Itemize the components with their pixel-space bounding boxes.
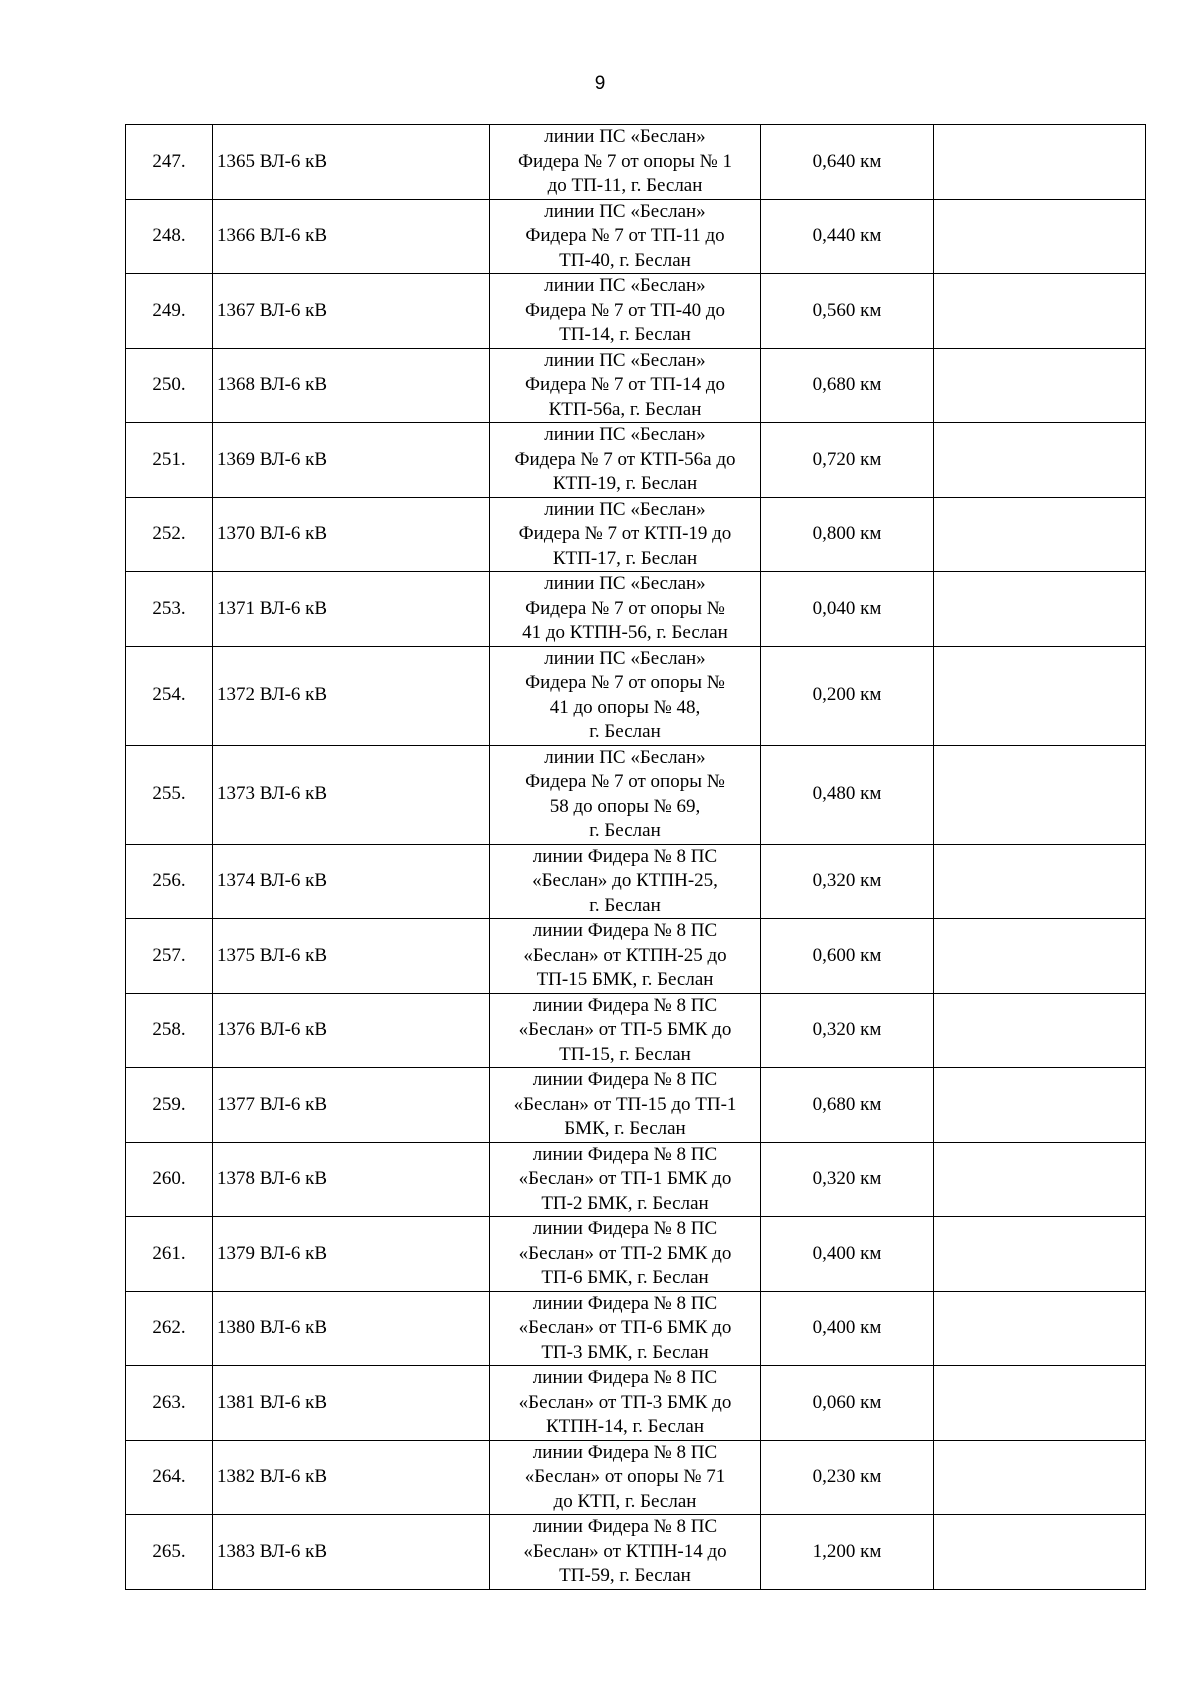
row-number-cell: 249. (126, 274, 213, 349)
description-line: «Беслан» от КТПН-25 до (523, 944, 727, 966)
description-line: до ТП-11, г. Беслан (547, 175, 703, 196)
note-cell (934, 844, 1146, 919)
object-code-cell: 1367 ВЛ-6 кВ (213, 274, 490, 349)
description-cell (490, 1515, 761, 1590)
description-line: «Беслан» от ТП-6 БМК до (518, 1317, 732, 1338)
row-number-cell: 250. (126, 348, 213, 423)
description-line: г. Беслан (589, 894, 661, 916)
length-cell: 0,480 км (761, 745, 934, 844)
length-cell: 0,400 км (761, 1291, 934, 1366)
description-cell (490, 274, 761, 349)
note-cell (934, 993, 1146, 1068)
note-cell (934, 497, 1146, 572)
table-row (126, 919, 1146, 994)
note-cell (934, 1291, 1146, 1366)
row-number-cell: 255. (126, 745, 213, 844)
object-code-cell: 1378 ВЛ-6 кВ (213, 1142, 490, 1217)
row-number-cell: 258. (126, 993, 213, 1068)
description-line: «Беслан» до КТПН-25, (532, 870, 718, 891)
description-line: г. Беслан (589, 721, 661, 742)
description-cell (490, 1440, 761, 1515)
description-line: КТП-19, г. Беслан (552, 473, 698, 494)
description-cell (490, 1217, 761, 1292)
object-code-cell: 1377 ВЛ-6 кВ (213, 1068, 490, 1143)
row-number-cell: 265. (126, 1515, 213, 1590)
row-number-cell: 256. (126, 844, 213, 919)
description-line: линии ПС «Беслан» (544, 746, 706, 768)
description-cell (490, 844, 761, 919)
table-row (126, 572, 1146, 647)
length-cell: 0,200 км (761, 646, 934, 745)
description-line: линии ПС «Беслан» (544, 275, 706, 296)
note-cell (934, 125, 1146, 200)
description-line: Фидера № 7 от КТП-56а до (514, 448, 736, 470)
description-cell (490, 993, 761, 1068)
note-cell (934, 423, 1146, 498)
object-code-cell: 1374 ВЛ-6 кВ (213, 844, 490, 919)
description-line: до КТП, г. Беслан (553, 1490, 697, 1512)
description-line: Фидера № 7 от опоры № (525, 771, 725, 792)
description-line: линии Фидера № 8 ПС (532, 920, 718, 941)
description-cell (490, 348, 761, 423)
note-cell (934, 274, 1146, 349)
description-line: Фидера № 7 от ТП-11 до (525, 225, 725, 246)
length-cell: 0,720 км (761, 423, 934, 498)
description-line: «Беслан» от ТП-5 БМК до (518, 1019, 732, 1040)
note-cell (934, 1515, 1146, 1590)
description-line: 41 до КТПН-56, г. Беслан (522, 622, 728, 643)
note-cell (934, 348, 1146, 423)
note-cell (934, 1440, 1146, 1515)
description-line: ТП-14, г. Беслан (559, 324, 691, 345)
object-code-cell: 1365 ВЛ-6 кВ (213, 125, 490, 200)
description-cell (490, 125, 761, 200)
registry-table-body (126, 125, 1146, 1590)
description-line: Фидера № 7 от ТП-40 до (525, 299, 725, 321)
description-cell (490, 572, 761, 647)
description-cell (490, 919, 761, 994)
row-number-cell: 264. (126, 1440, 213, 1515)
page-number: 9 (594, 73, 606, 94)
object-code-cell: 1375 ВЛ-6 кВ (213, 919, 490, 994)
object-code-cell: 1383 ВЛ-6 кВ (213, 1515, 490, 1590)
object-code-cell: 1382 ВЛ-6 кВ (213, 1440, 490, 1515)
description-line: Фидера № 7 от ТП-14 до (525, 374, 725, 395)
note-cell (934, 745, 1146, 844)
table-row (126, 125, 1146, 200)
table-row (126, 423, 1146, 498)
table-row (126, 646, 1146, 745)
length-cell: 0,040 км (761, 572, 934, 647)
description-line: «Беслан» от ТП-3 БМК до (518, 1391, 732, 1413)
row-number-cell: 260. (126, 1142, 213, 1217)
description-cell (490, 1068, 761, 1143)
row-number-cell: 262. (126, 1291, 213, 1366)
table-row (126, 1440, 1146, 1515)
description-line: Фидера № 7 от опоры № 1 (518, 150, 732, 172)
description-line: «Беслан» от ТП-15 до ТП-1 (513, 1093, 737, 1115)
description-line: линии ПС «Беслан» (544, 200, 706, 222)
description-line: Фидера № 7 от КТП-19 до (518, 523, 732, 544)
description-line: линии ПС «Беслан» (544, 424, 706, 445)
description-line: ТП-59, г. Беслан (559, 1565, 691, 1586)
row-number-cell: 251. (126, 423, 213, 498)
length-cell: 0,680 км (761, 1068, 934, 1143)
length-cell: 0,060 км (761, 1366, 934, 1441)
description-line: 58 до опоры № 69, (549, 795, 701, 817)
length-cell: 0,600 км (761, 919, 934, 994)
note-cell (934, 646, 1146, 745)
description-line: линии ПС «Беслан» (544, 126, 706, 147)
object-code-cell: 1376 ВЛ-6 кВ (213, 993, 490, 1068)
row-number-cell: 248. (126, 199, 213, 274)
length-cell: 0,440 км (761, 199, 934, 274)
object-code-cell: 1369 ВЛ-6 кВ (213, 423, 490, 498)
length-cell: 0,640 км (761, 125, 934, 200)
description-line: «Беслан» от ТП-2 БМК до (518, 1242, 732, 1264)
row-number-cell: 254. (126, 646, 213, 745)
description-line: ТП-2 БМК, г. Беслан (541, 1192, 709, 1214)
object-code-cell: 1379 ВЛ-6 кВ (213, 1217, 490, 1292)
object-code-cell: 1370 ВЛ-6 кВ (213, 497, 490, 572)
description-line: ТП-3 БМК, г. Беслан (541, 1341, 709, 1363)
length-cell: 0,560 км (761, 274, 934, 349)
description-line: КТПН-14, г. Беслан (545, 1416, 705, 1437)
description-cell (490, 1142, 761, 1217)
description-cell (490, 1366, 761, 1441)
description-line: «Беслан» от ТП-1 БМК до (518, 1168, 732, 1189)
description-line: линии Фидера № 8 ПС (532, 1143, 718, 1165)
registry-table (125, 124, 1146, 1590)
length-cell: 0,800 км (761, 497, 934, 572)
description-line: линии ПС «Беслан» (544, 349, 706, 371)
note-cell (934, 1142, 1146, 1217)
table-row (126, 745, 1146, 844)
table-row (126, 1366, 1146, 1441)
table-row (126, 274, 1146, 349)
description-cell (490, 1291, 761, 1366)
note-cell (934, 919, 1146, 994)
description-line: Фидера № 7 от опоры № (525, 672, 725, 693)
note-cell (934, 1366, 1146, 1441)
note-cell (934, 199, 1146, 274)
object-code-cell: 1381 ВЛ-6 кВ (213, 1366, 490, 1441)
description-cell (490, 423, 761, 498)
description-line: «Беслан» от опоры № 71 (524, 1466, 726, 1487)
object-code-cell: 1373 ВЛ-6 кВ (213, 745, 490, 844)
table-row (126, 993, 1146, 1068)
description-line: ТП-40, г. Беслан (559, 249, 691, 271)
row-number-cell: 252. (126, 497, 213, 572)
description-line: линии ПС «Беслан» (544, 498, 706, 520)
description-line: ТП-6 БМК, г. Беслан (541, 1267, 709, 1288)
table-row (126, 844, 1146, 919)
length-cell: 0,680 км (761, 348, 934, 423)
description-line: линии Фидера № 8 ПС (532, 994, 718, 1016)
row-number-cell: 257. (126, 919, 213, 994)
description-line: линии Фидера № 8 ПС (532, 1069, 718, 1090)
table-row (126, 1068, 1146, 1143)
row-number-cell: 263. (126, 1366, 213, 1441)
object-code-cell: 1371 ВЛ-6 кВ (213, 572, 490, 647)
description-line: КТП-56а, г. Беслан (548, 398, 702, 420)
description-line: КТП-17, г. Беслан (552, 547, 698, 569)
table-row (126, 199, 1146, 274)
length-cell: 0,320 км (761, 844, 934, 919)
object-code-cell: 1372 ВЛ-6 кВ (213, 646, 490, 745)
description-cell (490, 199, 761, 274)
table-row (126, 1142, 1146, 1217)
description-cell (490, 497, 761, 572)
row-number-cell: 259. (126, 1068, 213, 1143)
description-line: линии Фидера № 8 ПС (532, 845, 718, 867)
description-line: ТП-15, г. Беслан (559, 1043, 691, 1065)
row-number-cell: 261. (126, 1217, 213, 1292)
description-line: линии Фидера № 8 ПС (532, 1516, 718, 1537)
table-row (126, 348, 1146, 423)
table-row (126, 1217, 1146, 1292)
row-number-cell: 247. (126, 125, 213, 200)
description-line: ТП-15 БМК, г. Беслан (536, 969, 714, 990)
length-cell: 0,320 км (761, 993, 934, 1068)
description-line: линии ПС «Беслан» (544, 647, 706, 669)
object-code-cell: 1368 ВЛ-6 кВ (213, 348, 490, 423)
length-cell: 0,230 км (761, 1440, 934, 1515)
note-cell (934, 572, 1146, 647)
table-row (126, 1515, 1146, 1590)
description-cell (490, 745, 761, 844)
table-row (126, 497, 1146, 572)
description-line: БМК, г. Беслан (564, 1118, 686, 1139)
object-code-cell: 1380 ВЛ-6 кВ (213, 1291, 490, 1366)
length-cell: 0,320 км (761, 1142, 934, 1217)
description-cell (490, 646, 761, 745)
note-cell (934, 1217, 1146, 1292)
description-line: «Беслан» от КТПН-14 до (523, 1540, 727, 1562)
note-cell (934, 1068, 1146, 1143)
description-line: г. Беслан (589, 820, 661, 841)
length-cell: 0,400 км (761, 1217, 934, 1292)
description-line: линии ПС «Беслан» (544, 573, 706, 594)
row-number-cell: 253. (126, 572, 213, 647)
description-line: линии Фидера № 8 ПС (532, 1292, 718, 1314)
description-line: линии Фидера № 8 ПС (532, 1441, 718, 1463)
description-line: Фидера № 7 от опоры № (525, 597, 725, 619)
object-code-cell: 1366 ВЛ-6 кВ (213, 199, 490, 274)
length-cell: 1,200 км (761, 1515, 934, 1590)
description-line: 41 до опоры № 48, (549, 696, 701, 718)
description-line: линии Фидера № 8 ПС (532, 1218, 718, 1239)
description-line: линии Фидера № 8 ПС (532, 1367, 718, 1388)
table-row (126, 1291, 1146, 1366)
